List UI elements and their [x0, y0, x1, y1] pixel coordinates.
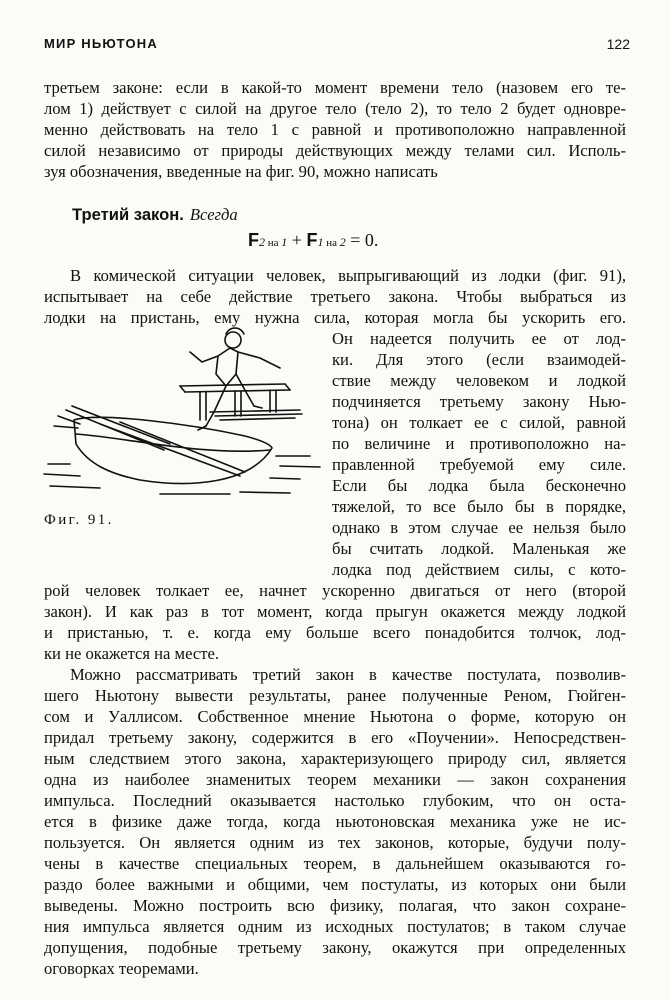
text-line: одна из наиболее знаменитых теорем механики — закон сохранения: [44, 770, 626, 789]
text-line: ния импульса является одним из исходных постулатов; в таком случае: [44, 917, 626, 936]
text-line: Можно рассматривать третий закон в качестве постулата, позволив-: [70, 665, 626, 684]
formula-force: F: [248, 230, 259, 250]
text-line: ки. Для этого (если взаимодей-: [332, 350, 626, 369]
text-line: чены в качестве специальных теорем, в дальнейшем оказываются го-: [44, 854, 626, 873]
figure-caption: Фиг. 91.: [44, 512, 114, 528]
formula-subscript: на: [323, 237, 340, 249]
text-line: шего Ньютону вывести результаты, ранее полученные Реном, Гюйген-: [44, 686, 626, 705]
formula-force: F: [306, 230, 318, 250]
text-line: однако в этом случае ее нельзя было: [332, 518, 626, 537]
formula-subscript: на: [265, 237, 282, 249]
boat: [54, 406, 272, 483]
text-line: ки не окажется на месте.: [44, 644, 219, 663]
section-lead: Всегда: [189, 205, 238, 224]
text-line: пользуется. Он является одним из тех законов, которые, будучи полу-: [44, 833, 626, 852]
text-line: импульса. Последний оказывается настолько глубоким, что он оста-: [44, 791, 626, 810]
text-line: бы считать лодкой. Маленькая же: [332, 539, 626, 558]
text-line: раздо более важными и общими, чем постулаты, из которых они были: [44, 875, 626, 894]
text-line: ным следствием этого закона, характеризующего природу сил, является: [44, 749, 626, 768]
text-line: рой человек толкает ее, начнет ускоренно двигаться от него (второй: [44, 581, 626, 600]
formula-subscript: 1: [317, 235, 324, 249]
water-ripples: [44, 456, 320, 494]
section-heading: [72, 205, 238, 225]
formula-equals: = 0.: [345, 230, 379, 250]
boat-jumper-illustration: [40, 316, 325, 501]
text-line: тяжелой, то все было бы в порядке,: [332, 497, 626, 516]
formula-plus: +: [287, 230, 307, 250]
text-line: менно действовать на тело 1 с равной и противоположно направленной: [44, 120, 626, 139]
text-line: выведены. Можно построить всю физику, полагая, что закон сохране-: [44, 896, 626, 915]
pier: [180, 384, 302, 420]
page-number: 122: [606, 36, 630, 52]
text-line: зуя обозначения, введенные на фиг. 90, можно написать: [44, 162, 438, 181]
text-line: допущения, подобные третьему закону, окажутся при определенных: [44, 938, 626, 957]
text-line: лодки на пристань, ему нужна сила, которая могла бы ускорить его.: [44, 308, 626, 327]
running-title: МИР НЬЮТОНА: [44, 36, 158, 51]
page-header: [44, 36, 630, 58]
text-line: Если бы лодка была бесконечно: [332, 476, 626, 495]
text-line: по величине и противоположно на-: [332, 434, 626, 453]
text-line: лодка под действием силы, с кото-: [332, 560, 626, 579]
text-line: В комической ситуации человек, выпрыгивающий из лодки (фиг. 91),: [70, 266, 626, 285]
text-line: ется в физике даже тогда, когда ньютоновская механика уже не ис-: [44, 812, 626, 831]
formula-subscript: 1: [281, 235, 288, 249]
text-line: испытывает на себе действие третьего закона. Чтобы выбраться из: [44, 287, 626, 306]
text-line: подчиняется третьему закону Нью-: [332, 392, 626, 411]
text-line: сом и Уаллисом. Собственное мнение Ньютона о форме, которую он: [44, 707, 626, 726]
text-line: тона) он толкает ее с силой, равной: [332, 413, 626, 432]
text-line: ствие между человеком и лодкой: [332, 371, 626, 390]
third-law-formula: [248, 230, 378, 251]
text-line: и пристанью, т. е. когда ему больше всего понадобится толчок, лод-: [44, 623, 626, 642]
text-line: правленной требуемой ему силе.: [332, 455, 626, 474]
text-line: придал третьему закону, содержится в его «Поучении». Непосредствен-: [44, 728, 626, 747]
text-line: лом 1) действует с силой на другое тело (тело 2), то тело 2 будет одновре-: [44, 99, 626, 118]
text-line: Он надеется получить ее от лод-: [332, 329, 626, 348]
text-line: силой независимо от природы действующих между телами сил. Исполь-: [44, 141, 626, 160]
formula-subscript: 2: [339, 235, 346, 249]
formula-subscript: 2: [259, 235, 265, 249]
section-title: Третий закон.: [72, 205, 184, 224]
text-line: закон). И как раз в тот момент, когда прыгун окажется между лодкой: [44, 602, 626, 621]
text-line: оговорках теоремами.: [44, 959, 199, 978]
text-line: третьем законе: если в какой-то момент времени тело (назовем его те-: [44, 78, 626, 97]
